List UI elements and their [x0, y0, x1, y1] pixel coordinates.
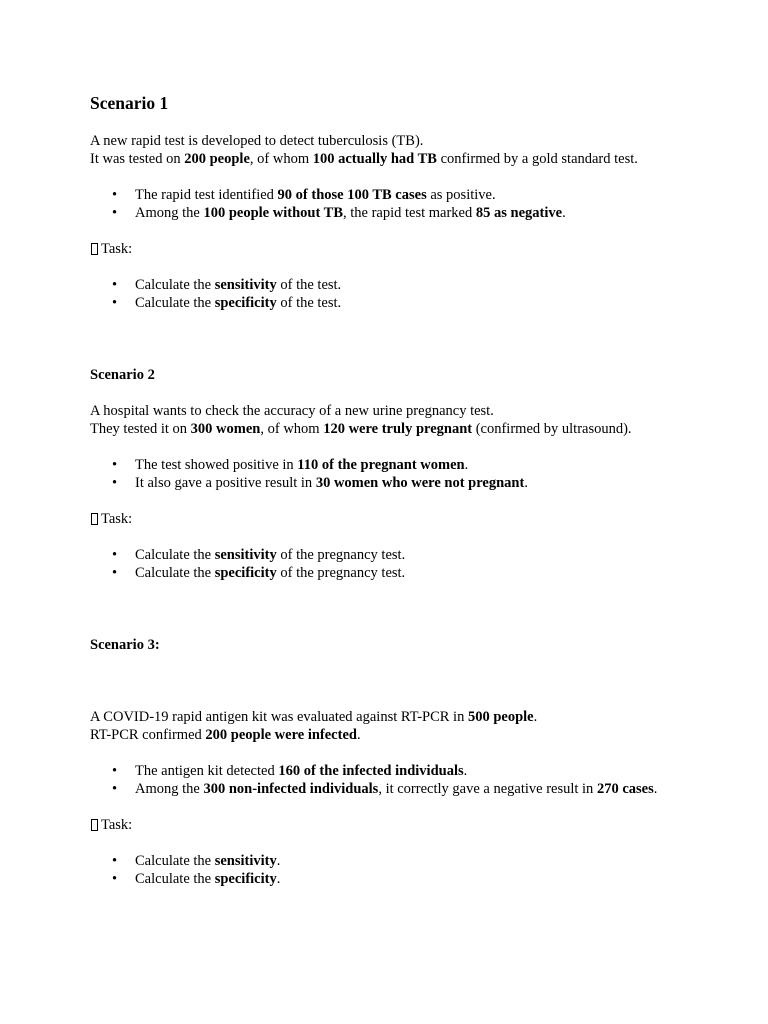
missing-glyph-icon: [91, 819, 98, 831]
scenario-1-intro-line-1: A new rapid test is developed to detect tuberculosis (TB).: [90, 133, 424, 149]
missing-glyph-icon: [91, 243, 98, 255]
scenario-2-task-heading: Task:: [90, 510, 680, 528]
missing-glyph-icon: [91, 513, 98, 525]
document-content: [90, 92, 680, 888]
list-item: • Calculate the specificity of the pregnancy test.: [135, 564, 680, 582]
scenario-1-intro-line-2: It was tested on 200 people, of whom 100 actually had TB confirmed by a gold standard test.: [90, 151, 638, 167]
scenario-3-findings-list: [90, 762, 680, 798]
list-item: • It also gave a positive result in 30 women who were not pregnant.: [135, 474, 680, 492]
list-item: • Calculate the sensitivity of the pregnancy test.: [135, 546, 680, 564]
scenario-1-findings-list: [90, 186, 680, 222]
list-item: • The antigen kit detected 160 of the infected individuals.: [135, 762, 680, 780]
scenario-3-task-heading: Task:: [90, 816, 680, 834]
scenario-2-title: Scenario 2: [90, 367, 155, 383]
scenario-3-task-list: [90, 852, 680, 888]
scenario-1-task-list: [90, 276, 680, 312]
list-item: • Calculate the specificity of the test.: [135, 294, 680, 312]
list-item: • Calculate the sensitivity of the test.: [135, 276, 680, 294]
list-item: • The test showed positive in 110 of the pregnant women.: [135, 456, 680, 474]
scenario-3-intro-line-1: A COVID-19 rapid antigen kit was evaluated against RT-PCR in 500 people.: [90, 709, 538, 725]
scenario-1: [90, 92, 680, 312]
scenario-2: [90, 366, 680, 582]
list-item: • Calculate the specificity.: [135, 870, 680, 888]
scenario-2-task-list: [90, 546, 680, 582]
list-item: • Among the 100 people without TB, the rapid test marked 85 as negative.: [135, 204, 680, 222]
scenario-1-title: Scenario 1: [90, 93, 169, 113]
scenario-2-intro-line-2: They tested it on 300 women, of whom 120 were truly pregnant (confirmed by ultrasound).: [90, 421, 632, 437]
scenario-3-intro-line-2: RT-PCR confirmed 200 people were infected.: [90, 727, 361, 743]
list-item: • Calculate the sensitivity.: [135, 852, 680, 870]
list-item: • The rapid test identified 90 of those 100 TB cases as positive.: [135, 186, 680, 204]
scenario-2-findings-list: [90, 456, 680, 492]
scenario-3-title: Scenario 3:: [90, 637, 160, 653]
scenario-2-intro-line-1: A hospital wants to check the accuracy of a new urine pregnancy test.: [90, 403, 494, 419]
scenario-3: [90, 636, 680, 888]
scenario-1-task-heading: Task:: [90, 240, 680, 258]
list-item: • Among the 300 non-infected individuals, it correctly gave a negative result in 270 cases.: [135, 780, 680, 798]
